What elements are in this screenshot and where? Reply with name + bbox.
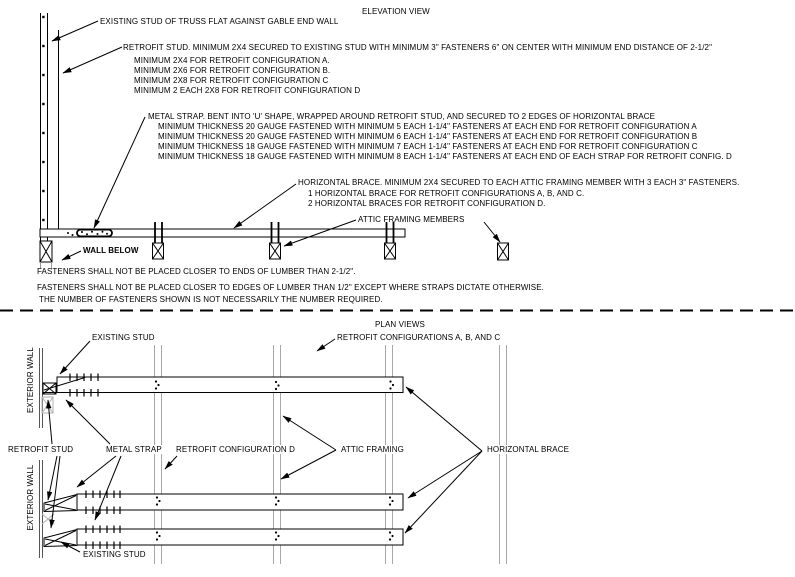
retrofit-stud-callout-line: RETROFIT STUD. MINIMUM 2X4 SECURED TO EXISTING STUD WITH MINIMUM 3" FASTENERS 6" ON CENTER WITH MINIMUM END DISTANCE OF 2-1/2" xyxy=(123,43,713,52)
fastener-note: THE NUMBER OF FASTENERS SHOWN IS NOT NECESSARILY THE NUMBER REQUIRED. xyxy=(39,294,383,304)
metal-strap-label: METAL STRAP xyxy=(106,444,162,454)
metal-strap-callout-line: METAL STRAP. BENT INTO 'U' SHAPE, WRAPPED AROUND RETROFIT STUD, AND SECURED TO 2 EDGES OF HORIZONTAL BRACE xyxy=(148,111,656,121)
wall-below-elevation xyxy=(40,241,52,269)
existing-stud-elevation xyxy=(41,13,48,241)
horizontal-brace-label: HORIZONTAL BRACE xyxy=(487,444,570,454)
attic-framing-members-callout: ATTIC FRAMING MEMBERS xyxy=(358,215,465,224)
metal-strap-callout-line: MINIMUM THICKNESS 18 GAUGE FASTENED WITH MINIMUM 8 EACH 1-1/4" FASTENERS AT EACH END OF EACH STRAP FOR RETROFIT CONFIG. D xyxy=(158,152,732,161)
retrofit-stud-label: RETROFIT STUD xyxy=(8,444,74,454)
metal-strap-callout-line: MINIMUM THICKNESS 20 GAUGE FASTENED WITH MINIMUM 6 EACH 1-1/4" FASTENERS AT EACH END FOR RETROFIT CONFIGURATION B xyxy=(158,132,698,141)
elevation-title: ELEVATION VIEW xyxy=(362,7,430,16)
existing-stud-label-top: EXISTING STUD xyxy=(92,332,155,342)
plan-title: PLAN VIEWS xyxy=(375,320,425,329)
retrofit-configuration-d-label: RETROFIT CONFIGURATION D xyxy=(176,444,295,454)
metal-strap-callout-line: MINIMUM THICKNESS 18 GAUGE FASTENED WITH MINIMUM 7 EACH 1-1/4" FASTENERS AT EACH END FOR RETROFIT CONFIGURATION C xyxy=(158,142,698,151)
plan-subtitle: RETROFIT CONFIGURATIONS A, B, AND C xyxy=(337,332,501,342)
horizontal-brace-3-plan xyxy=(44,526,403,550)
retrofit-stud-callout-line: MINIMUM 2X6 FOR RETROFIT CONFIGURATION B. xyxy=(134,65,331,75)
attic-framing-members-elevation xyxy=(153,222,509,260)
stud-fastener-dots xyxy=(42,16,44,221)
horizontal-brace-callout-line: HORIZONTAL BRACE. MINIMUM 2X4 SECURED TO EACH ATTIC FRAMING MEMBER WITH 3 EACH 3" FASTENERS. xyxy=(298,178,740,187)
attic-framing-label: ATTIC FRAMING xyxy=(341,444,404,454)
exterior-wall-label-bottom: EXTERIOR WALL xyxy=(26,464,35,531)
horizontal-brace-2-plan xyxy=(44,491,403,515)
existing-stud-label-bottom: EXISTING STUD xyxy=(83,549,146,559)
wall-below-label: WALL BELOW xyxy=(83,246,139,255)
retrofit-stud-callout-line: MINIMUM 2 EACH 2X8 FOR RETROFIT CONFIGURATION D xyxy=(134,85,361,95)
fastener-note: FASTENERS SHALL NOT BE PLACED CLOSER TO ENDS OF LUMBER THAN 2-1/2". xyxy=(37,267,356,276)
metal-strap-callout-line: MINIMUM THICKNESS 20 GAUGE FASTENED WITH MINIMUM 5 EACH 1-1/4" FASTENERS AT EACH END FOR RETROFIT CONFIGURATION A xyxy=(158,122,697,131)
retrofit-stud-callout-line: MINIMUM 2X4 FOR RETROFIT CONFIGURATION A. xyxy=(134,55,330,65)
retrofit-stud-callout-line: MINIMUM 2X8 FOR RETROFIT CONFIGURATION C xyxy=(134,75,329,85)
fastener-note: FASTENERS SHALL NOT BE PLACED CLOSER TO EDGES OF LUMBER THAN 1/2" EXCEPT WHERE STRAPS DICTATE OTHERWISE. xyxy=(37,282,544,292)
horizontal-brace-callout-line: 2 HORIZONTAL BRACES FOR RETROFIT CONFIGURATION D. xyxy=(308,199,546,208)
exterior-wall-label-top: EXTERIOR WALL xyxy=(26,347,35,413)
existing-stud-callout: EXISTING STUD OF TRUSS FLAT AGAINST GABLE END WALL xyxy=(100,17,339,26)
horizontal-brace-callout-line: 1 HORIZONTAL BRACE FOR RETROFIT CONFIGURATIONS A, B, AND C. xyxy=(308,189,585,198)
horizontal-brace-1-plan xyxy=(43,374,403,397)
existing-stud-tip-3 xyxy=(44,530,77,547)
